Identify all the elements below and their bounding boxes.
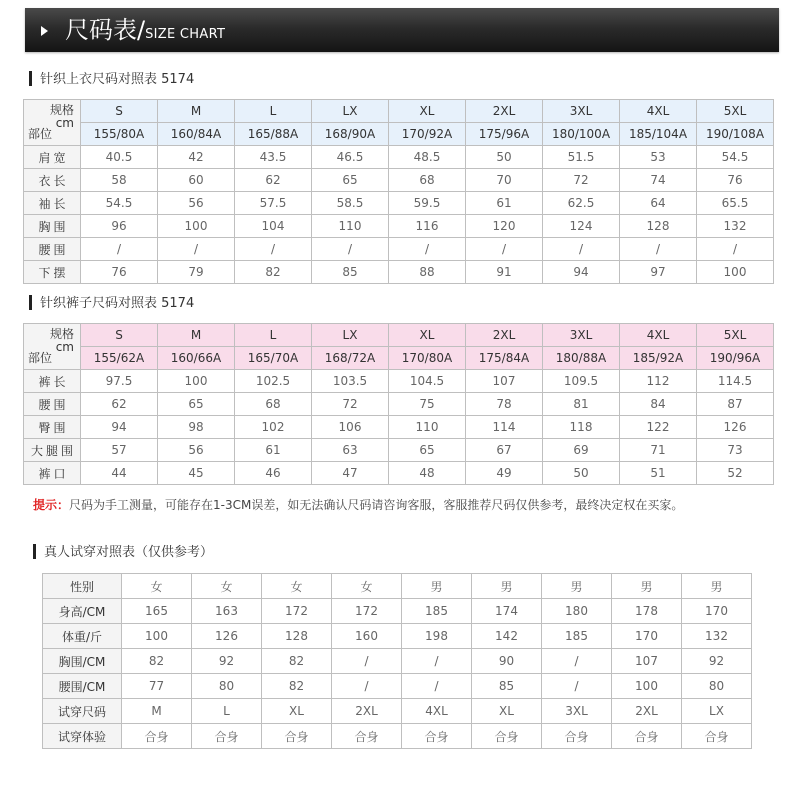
table-corner xyxy=(24,324,81,370)
value-cell: 180 xyxy=(542,599,612,624)
value-cell: 68 xyxy=(235,393,312,416)
size-cell: 5XL xyxy=(697,324,774,347)
value-cell: 43.5 xyxy=(235,146,312,169)
value-cell: 100 xyxy=(697,261,774,284)
row-label: 下摆 xyxy=(24,261,81,284)
value-cell: 76 xyxy=(81,261,158,284)
value-cell: 71 xyxy=(620,439,697,462)
spec-cell: 155/80A xyxy=(81,123,158,146)
value-cell: 122 xyxy=(620,416,697,439)
table-row xyxy=(24,215,774,238)
value-cell: 100 xyxy=(158,370,235,393)
value-cell: 合身 xyxy=(472,724,542,749)
spec-cell: 190/108A xyxy=(697,123,774,146)
row-label: 袖长 xyxy=(24,192,81,215)
value-cell: / xyxy=(332,649,402,674)
value-cell: 112 xyxy=(620,370,697,393)
value-cell: 56 xyxy=(158,192,235,215)
value-cell: 100 xyxy=(122,624,192,649)
value-cell: 40.5 xyxy=(81,146,158,169)
value-cell: 合身 xyxy=(542,724,612,749)
value-cell: 65 xyxy=(312,169,389,192)
tip-label: 提示： xyxy=(33,498,70,512)
page-title-en: SIZE CHART xyxy=(145,27,226,42)
corner-bottom-label: 部位 xyxy=(28,127,53,141)
value-cell: 62 xyxy=(235,169,312,192)
triangle-icon xyxy=(41,26,48,36)
value-cell: 120 xyxy=(466,215,543,238)
row-label: 试穿体验 xyxy=(43,724,122,749)
value-cell: 114 xyxy=(466,416,543,439)
table-row xyxy=(43,699,752,724)
value-cell: 62 xyxy=(81,393,158,416)
value-cell: / xyxy=(389,238,466,261)
value-cell: / xyxy=(402,649,472,674)
value-cell: 128 xyxy=(620,215,697,238)
spec-cell: 190/96A xyxy=(697,347,774,370)
table-row xyxy=(24,439,774,462)
size-cell: M xyxy=(158,324,235,347)
value-cell: 62.5 xyxy=(543,192,620,215)
spec-cell: 168/90A xyxy=(312,123,389,146)
value-cell: / xyxy=(332,674,402,699)
value-cell: 85 xyxy=(312,261,389,284)
row-label: 胸围 xyxy=(24,215,81,238)
spec-cell: 160/66A xyxy=(158,347,235,370)
size-row xyxy=(24,324,774,347)
value-cell: 97.5 xyxy=(81,370,158,393)
row-label: 试穿尺码 xyxy=(43,699,122,724)
tip-text: 尺码为手工测量，可能存在1-3CM误差，如无法确认尺码请咨询客服，客服推荐尺码仅供参考，最终决定权在买家。 xyxy=(69,498,684,512)
value-cell: 51.5 xyxy=(543,146,620,169)
value-cell: 57.5 xyxy=(235,192,312,215)
value-cell: 58.5 xyxy=(312,192,389,215)
value-cell: 170 xyxy=(612,624,682,649)
value-cell: 172 xyxy=(262,599,332,624)
value-cell: 94 xyxy=(543,261,620,284)
size-cell: 4XL xyxy=(620,100,697,123)
value-cell: 116 xyxy=(389,215,466,238)
value-cell: / xyxy=(402,674,472,699)
spec-cell: 180/100A xyxy=(543,123,620,146)
value-cell: 118 xyxy=(543,416,620,439)
table-row xyxy=(43,574,752,599)
value-cell: 81 xyxy=(543,393,620,416)
value-cell: 107 xyxy=(466,370,543,393)
value-cell: 女 xyxy=(192,574,262,599)
value-cell: 女 xyxy=(332,574,402,599)
table-row xyxy=(43,599,752,624)
row-label: 身高/CM xyxy=(43,599,122,624)
value-cell: 77 xyxy=(122,674,192,699)
value-cell: 57 xyxy=(81,439,158,462)
row-label: 腰围/CM xyxy=(43,674,122,699)
spec-cell: 185/104A xyxy=(620,123,697,146)
value-cell: 67 xyxy=(466,439,543,462)
value-cell: 46 xyxy=(235,462,312,485)
spec-cell: 175/84A xyxy=(466,347,543,370)
value-cell: XL xyxy=(262,699,332,724)
table-row xyxy=(24,370,774,393)
size-cell: L xyxy=(235,100,312,123)
value-cell: 90 xyxy=(472,649,542,674)
value-cell: 2XL xyxy=(612,699,682,724)
tryon-table-title xyxy=(33,544,213,561)
value-cell: 56 xyxy=(158,439,235,462)
row-label: 腰围 xyxy=(24,238,81,261)
value-cell: 78 xyxy=(466,393,543,416)
value-cell: 合身 xyxy=(612,724,682,749)
size-cell: XL xyxy=(389,100,466,123)
value-cell: 106 xyxy=(312,416,389,439)
value-cell: 60 xyxy=(158,169,235,192)
value-cell: 54.5 xyxy=(697,146,774,169)
value-cell: 185 xyxy=(542,624,612,649)
size-cell: LX xyxy=(312,324,389,347)
pants-table-title xyxy=(29,295,194,312)
row-label: 衣长 xyxy=(24,169,81,192)
page-title-cn: 尺码表/ xyxy=(65,16,146,44)
value-cell: 51 xyxy=(620,462,697,485)
value-cell: 63 xyxy=(312,439,389,462)
value-cell: 102 xyxy=(235,416,312,439)
value-cell: 59.5 xyxy=(389,192,466,215)
value-cell: 91 xyxy=(466,261,543,284)
value-cell: / xyxy=(312,238,389,261)
value-cell: 45 xyxy=(158,462,235,485)
pants-size-table xyxy=(23,323,774,485)
value-cell: 84 xyxy=(620,393,697,416)
value-cell: 98 xyxy=(158,416,235,439)
spec-row xyxy=(24,347,774,370)
size-cell: S xyxy=(81,100,158,123)
value-cell: 82 xyxy=(262,649,332,674)
value-cell: 72 xyxy=(543,169,620,192)
value-cell: 170 xyxy=(682,599,752,624)
value-cell: 65 xyxy=(158,393,235,416)
value-cell: 50 xyxy=(543,462,620,485)
row-label: 裤长 xyxy=(24,370,81,393)
value-cell: 男 xyxy=(682,574,752,599)
value-cell: 58 xyxy=(81,169,158,192)
corner-top-label: 规格 cm xyxy=(49,327,74,354)
size-cell: 2XL xyxy=(466,324,543,347)
size-cell: 3XL xyxy=(543,100,620,123)
value-cell: 74 xyxy=(620,169,697,192)
value-cell: 172 xyxy=(332,599,402,624)
size-cell: M xyxy=(158,100,235,123)
title-bar-icon xyxy=(29,71,32,86)
spec-cell: 180/88A xyxy=(543,347,620,370)
title-bar-icon xyxy=(29,295,32,310)
row-label: 胸围/CM xyxy=(43,649,122,674)
tryon-table xyxy=(42,573,752,749)
table-row xyxy=(43,674,752,699)
value-cell: 合身 xyxy=(262,724,332,749)
size-cell: S xyxy=(81,324,158,347)
spec-cell: 170/80A xyxy=(389,347,466,370)
value-cell: 合身 xyxy=(122,724,192,749)
value-cell: 64 xyxy=(620,192,697,215)
value-cell: 82 xyxy=(122,649,192,674)
value-cell: 132 xyxy=(697,215,774,238)
value-cell: 42 xyxy=(158,146,235,169)
value-cell: 88 xyxy=(389,261,466,284)
table-corner xyxy=(24,100,81,146)
value-cell: 52 xyxy=(697,462,774,485)
value-cell: / xyxy=(466,238,543,261)
value-cell: 185 xyxy=(402,599,472,624)
value-cell: 160 xyxy=(332,624,402,649)
value-cell: 102.5 xyxy=(235,370,312,393)
table-row xyxy=(24,462,774,485)
value-cell: 44 xyxy=(81,462,158,485)
value-cell: 65.5 xyxy=(697,192,774,215)
size-cell: LX xyxy=(312,100,389,123)
value-cell: 女 xyxy=(122,574,192,599)
row-label: 体重/斤 xyxy=(43,624,122,649)
tryon-table-title-text: 真人试穿对照表（仅供参考） xyxy=(44,545,214,560)
value-cell: 97 xyxy=(620,261,697,284)
value-cell: 104.5 xyxy=(389,370,466,393)
value-cell: 男 xyxy=(612,574,682,599)
value-cell: 132 xyxy=(682,624,752,649)
value-cell: 126 xyxy=(697,416,774,439)
value-cell: 2XL xyxy=(332,699,402,724)
table-row xyxy=(24,192,774,215)
value-cell: 合身 xyxy=(402,724,472,749)
value-cell: 85 xyxy=(472,674,542,699)
value-cell: / xyxy=(81,238,158,261)
size-tip xyxy=(33,496,683,513)
value-cell: 70 xyxy=(466,169,543,192)
pants-table-title-text: 针织裤子尺码对照表 5174 xyxy=(40,296,195,311)
spec-row xyxy=(24,123,774,146)
value-cell: 165 xyxy=(122,599,192,624)
value-cell: 92 xyxy=(192,649,262,674)
value-cell: 48 xyxy=(389,462,466,485)
row-label: 腰围 xyxy=(24,393,81,416)
value-cell: 48.5 xyxy=(389,146,466,169)
row-label: 大腿围 xyxy=(24,439,81,462)
row-label: 裤口 xyxy=(24,462,81,485)
size-cell: 5XL xyxy=(697,100,774,123)
value-cell: L xyxy=(192,699,262,724)
spec-cell: 175/96A xyxy=(466,123,543,146)
size-chart-header xyxy=(25,8,779,52)
value-cell: / xyxy=(543,238,620,261)
value-cell: 100 xyxy=(158,215,235,238)
value-cell: 46.5 xyxy=(312,146,389,169)
value-cell: 128 xyxy=(262,624,332,649)
top-size-table xyxy=(23,99,774,284)
spec-cell: 168/72A xyxy=(312,347,389,370)
size-cell: 4XL xyxy=(620,324,697,347)
value-cell: 114.5 xyxy=(697,370,774,393)
value-cell: 53 xyxy=(620,146,697,169)
table-row xyxy=(43,724,752,749)
value-cell: 103.5 xyxy=(312,370,389,393)
value-cell: 94 xyxy=(81,416,158,439)
value-cell: 80 xyxy=(192,674,262,699)
value-cell: 142 xyxy=(472,624,542,649)
size-cell: 3XL xyxy=(543,324,620,347)
value-cell: 96 xyxy=(81,215,158,238)
row-label: 臀围 xyxy=(24,416,81,439)
value-cell: 54.5 xyxy=(81,192,158,215)
value-cell: 男 xyxy=(472,574,542,599)
value-cell: 100 xyxy=(612,674,682,699)
value-cell: 47 xyxy=(312,462,389,485)
value-cell: 男 xyxy=(402,574,472,599)
value-cell: 82 xyxy=(235,261,312,284)
size-cell: L xyxy=(235,324,312,347)
value-cell: 104 xyxy=(235,215,312,238)
value-cell: 109.5 xyxy=(543,370,620,393)
size-cell: 2XL xyxy=(466,100,543,123)
spec-cell: 170/92A xyxy=(389,123,466,146)
value-cell: / xyxy=(620,238,697,261)
value-cell: 合身 xyxy=(332,724,402,749)
value-cell: 79 xyxy=(158,261,235,284)
table-row xyxy=(24,169,774,192)
title-bar-icon xyxy=(33,544,36,559)
value-cell: 126 xyxy=(192,624,262,649)
value-cell: M xyxy=(122,699,192,724)
value-cell: 72 xyxy=(312,393,389,416)
page-title xyxy=(65,14,225,51)
value-cell: 110 xyxy=(312,215,389,238)
value-cell: / xyxy=(542,674,612,699)
value-cell: 107 xyxy=(612,649,682,674)
value-cell: 49 xyxy=(466,462,543,485)
value-cell: 61 xyxy=(466,192,543,215)
value-cell: 68 xyxy=(389,169,466,192)
table-row xyxy=(24,146,774,169)
value-cell: 80 xyxy=(682,674,752,699)
value-cell: 69 xyxy=(543,439,620,462)
row-label: 肩宽 xyxy=(24,146,81,169)
value-cell: 65 xyxy=(389,439,466,462)
table-row xyxy=(43,624,752,649)
value-cell: 3XL xyxy=(542,699,612,724)
value-cell: 男 xyxy=(542,574,612,599)
value-cell: 合身 xyxy=(192,724,262,749)
value-cell: 50 xyxy=(466,146,543,169)
value-cell: 124 xyxy=(543,215,620,238)
value-cell: 174 xyxy=(472,599,542,624)
top-table-title-text: 针织上衣尺码对照表 5174 xyxy=(40,72,195,87)
size-cell: XL xyxy=(389,324,466,347)
value-cell: 87 xyxy=(697,393,774,416)
table-row xyxy=(24,416,774,439)
spec-cell: 155/62A xyxy=(81,347,158,370)
table-row xyxy=(24,238,774,261)
value-cell: / xyxy=(235,238,312,261)
value-cell: 61 xyxy=(235,439,312,462)
table-row xyxy=(24,261,774,284)
value-cell: LX xyxy=(682,699,752,724)
spec-cell: 165/70A xyxy=(235,347,312,370)
table-row xyxy=(43,649,752,674)
value-cell: XL xyxy=(472,699,542,724)
value-cell: 76 xyxy=(697,169,774,192)
table-row xyxy=(24,393,774,416)
value-cell: 73 xyxy=(697,439,774,462)
value-cell: 4XL xyxy=(402,699,472,724)
size-row xyxy=(24,100,774,123)
value-cell: 75 xyxy=(389,393,466,416)
value-cell: 110 xyxy=(389,416,466,439)
row-label: 性别 xyxy=(43,574,122,599)
spec-cell: 165/88A xyxy=(235,123,312,146)
value-cell: 合身 xyxy=(682,724,752,749)
spec-cell: 160/84A xyxy=(158,123,235,146)
value-cell: / xyxy=(542,649,612,674)
value-cell: 178 xyxy=(612,599,682,624)
corner-bottom-label: 部位 xyxy=(28,351,53,365)
top-table-title xyxy=(29,71,194,88)
value-cell: 92 xyxy=(682,649,752,674)
value-cell: 198 xyxy=(402,624,472,649)
value-cell: 82 xyxy=(262,674,332,699)
corner-top-label: 规格 cm xyxy=(49,103,74,130)
value-cell: 女 xyxy=(262,574,332,599)
value-cell: / xyxy=(158,238,235,261)
value-cell: / xyxy=(697,238,774,261)
spec-cell: 185/92A xyxy=(620,347,697,370)
value-cell: 163 xyxy=(192,599,262,624)
